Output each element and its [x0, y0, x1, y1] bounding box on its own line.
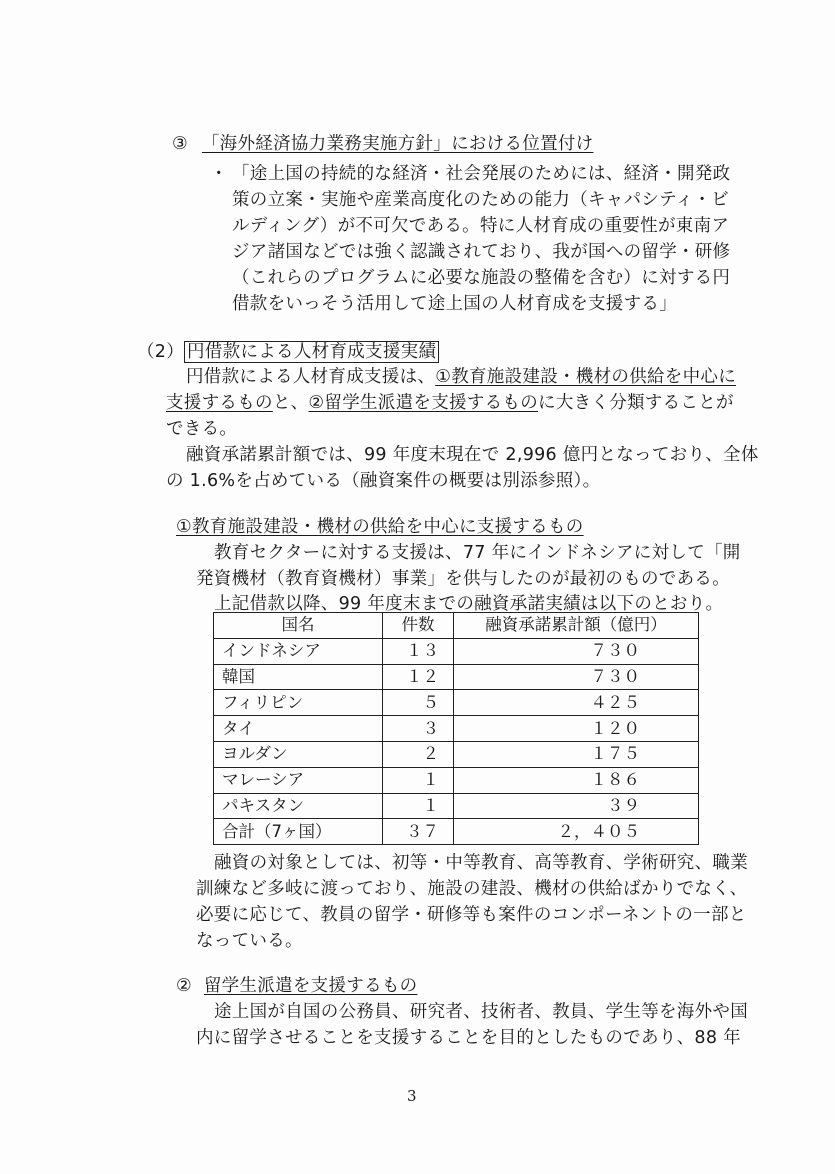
quote-line: 策の立案・実施や産業高度化のための能力（キャパシティ・ビ	[232, 190, 729, 210]
table-row	[214, 716, 699, 742]
sub2-heading	[176, 975, 417, 997]
section2-p1-line3: できる。	[166, 419, 238, 439]
sub2-line2: 内に留学させることを支援することを目的としたものであり、88 年	[196, 1028, 741, 1048]
text-run: と、	[272, 393, 309, 413]
table-row	[214, 690, 699, 716]
table-cell: １２０	[454, 716, 699, 742]
section2-p2-line2: の 1.6%を占めている（融資案件の概要は別添参照）。	[166, 471, 601, 491]
table-row	[214, 767, 699, 793]
table-cell: タイ	[214, 716, 383, 742]
table-cell: １	[383, 767, 454, 793]
table-cell: ３	[383, 716, 454, 742]
sub1-line2: 発資機材（教育資機材）事業」を供与したのが最初のものである。	[196, 569, 730, 589]
quote-line: ルディング）が不可欠である。特に人材育成の重要性が東南ア	[232, 216, 730, 236]
table-cell: ヨルダン	[214, 741, 383, 767]
table-total-row	[214, 819, 699, 845]
sub1-heading: ①教育施設建設・機材の供給を中心に支援するもの	[176, 517, 584, 537]
quote-line: 借款をいっそう活用して途上国の人材育成を支援する」	[232, 294, 677, 314]
page-number: 3	[407, 1087, 417, 1105]
table-cell: ３７	[383, 819, 454, 845]
quote-line: ジア諸国などでは強く認識されており、我が国への留学・研修	[232, 242, 731, 262]
table-cell: ７３０	[454, 638, 699, 664]
sub1-line3: 上記借款以降、99 年度末までの融資承諾実績は以下のとおり。	[214, 594, 724, 614]
table-cell: ７３０	[454, 664, 699, 690]
table-cell: １	[383, 793, 454, 819]
table-header-cell: 国名	[214, 613, 383, 639]
quote-line: （これらのプログラムに必要な施設の整備を含む）に対する円	[232, 268, 731, 288]
section2-p1-line2	[166, 392, 734, 414]
section3-heading-text: 「海外経済協力業務実施方針」における位置付け	[201, 134, 594, 154]
table-cell: フィリピン	[214, 690, 383, 716]
after-table-line: 必要に応じて、教員の留学・研修等も案件のコンポーネントの一部と	[196, 905, 747, 925]
table-header-row	[214, 613, 699, 639]
table-cell: マレーシア	[214, 767, 383, 793]
table-cell: １７５	[454, 741, 699, 767]
table-cell: インドネシア	[214, 638, 383, 664]
table-cell: ２，４０５	[454, 819, 699, 845]
sub2-heading-text: 留学生派遣を支援するもの	[203, 976, 418, 996]
after-table-line: 融資の対象としては、初等・中等教育、高等教育、学術研究、職業	[214, 853, 748, 873]
table-cell: パキスタン	[214, 793, 383, 819]
table-cell: １３	[383, 638, 454, 664]
sub2-num: ②	[176, 976, 192, 996]
table-cell: 韓国	[214, 664, 383, 690]
underlined-run: ②留学生派遣を支援するもの	[308, 393, 539, 413]
section2-p1-line1	[186, 366, 736, 388]
table-row	[214, 741, 699, 767]
table-cell: ４２５	[454, 690, 699, 716]
sub2-line1: 途上国が自国の公務員、研究者、技術者、教員、学生等を海外や国	[214, 1002, 748, 1022]
underlined-run: ①教育施設建設・機材の供給を中心に	[435, 367, 736, 387]
table-cell: ２	[383, 741, 454, 767]
table-cell: ３９	[454, 793, 699, 819]
table-header-cell: 件数	[383, 613, 454, 639]
table-row	[214, 793, 699, 819]
bullet-marker: ・	[210, 164, 228, 184]
sub1-line1: 教育セクターに対する支援は、77 年にインドネシアに対して「開	[214, 543, 741, 563]
section2-num: （2）	[137, 342, 185, 362]
after-table-line: なっている。	[196, 931, 303, 951]
table-cell: ５	[383, 690, 454, 716]
loan-table	[213, 612, 699, 845]
section2-p2-line1: 融資承諾累計額では、99 年度末現在で 2,996 億円となっており、全体	[186, 445, 759, 465]
text-run: 円借款による人材育成支援は、	[186, 367, 436, 387]
section2-heading	[137, 341, 439, 363]
table-cell: １２	[383, 664, 454, 690]
table-cell: 合計（7ヶ国）	[214, 819, 383, 845]
section2-title: 円借款による人材育成支援実績	[184, 341, 439, 363]
table-cell: １８６	[454, 767, 699, 793]
table-row	[214, 664, 699, 690]
table-row	[214, 638, 699, 664]
table-header-cell: 融資承諾累計額（億円）	[454, 613, 699, 639]
text-run: に大きく分類することが	[538, 393, 734, 413]
after-table-line: 訓練など多岐に渡っており、施設の建設、機材の供給ばかりでなく、	[196, 879, 748, 899]
quote-line: 「途上国の持続的な経済・社会発展のためには、経済・開発政	[232, 164, 731, 184]
section3-heading-num: ③	[172, 134, 188, 154]
section3-heading	[172, 133, 593, 155]
underlined-run: 支援するもの	[166, 393, 273, 413]
